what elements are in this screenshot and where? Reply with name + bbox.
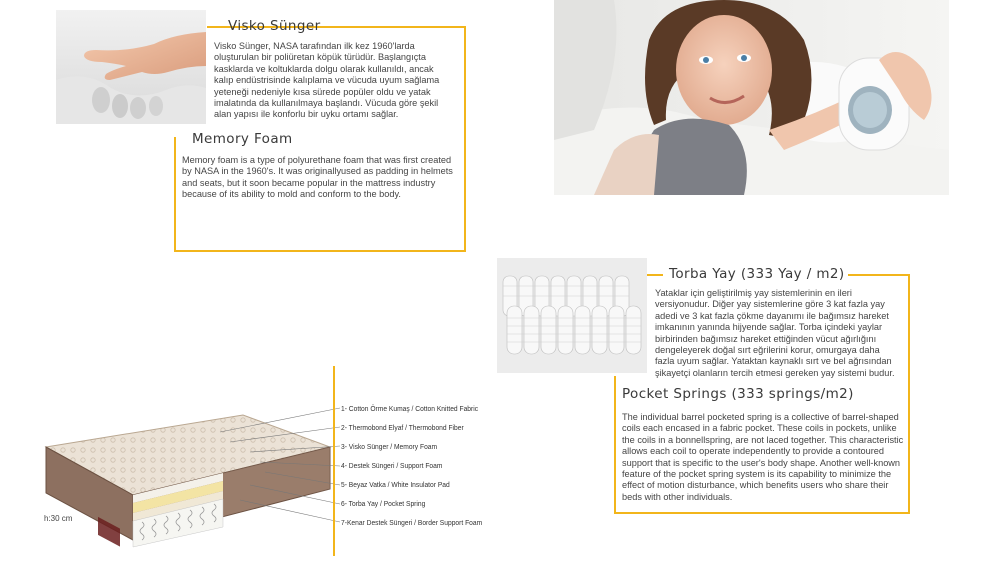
layer-2: 2- Thermobond Elyaf / Thermobond Fiber xyxy=(341,423,464,432)
layer-5: 5- Beyaz Vatka / White Insulator Pad xyxy=(341,480,450,489)
memory-title: Memory Foam xyxy=(192,131,293,147)
pocket-springs-image xyxy=(497,258,647,373)
layer-7: 7-Kenar Destek Süngeri / Border Support Foam xyxy=(341,518,483,527)
layer-3: 3- Visko Sünger / Memory Foam xyxy=(341,442,438,451)
layer-4: 4- Destek Süngeri / Support Foam xyxy=(341,461,443,470)
pocket-text: The individual barrel pocketed spring is a collective of barrel-shaped coils each encased in a fabric pocket. These coils in pockets, unlike the coils in a bonnellspring, are not laced together. This characteristic allows each coil to operate independently to provide a contoured support that is specific to the user's body shape. Another well-known feature of the pocket spring system is its capability to minimize the effect of motion disturbance, which benefits users who share their beds with other individuals. xyxy=(622,412,904,502)
memory-text: Memory foam is a type of polyurethane foam that was first created by NASA in the 1960's. It was originallyused as padding in helmets and seats, but it soon became popular in the mattress industry because of its ability to mold and conform to the body. xyxy=(182,155,453,200)
leader-lines xyxy=(190,400,340,530)
layer-1: 1- Cotton Örme Kumaş / Cotton Knitted Fabric xyxy=(341,404,479,413)
visko-text: Visko Sünger, NASA tarafından ilk kez 1960'larda oluşturulan bir poliüretan köpük türüdür. Başlangıçta kasklarda ve koltuklarda dolgu olarak kullanıldı, ancak kalıp endüstrisinde kalıplama ve vücuda uyum sağlama yeteneği nedeniyle kısa sürede popüler oldu ve yatak imalatında da kullanılmaya başlandı. Vücuda göre şekil alan yapısı ile konforlu bir uyku ortamı sağlar. xyxy=(214,41,440,120)
torba-text: Yataklar için geliştirilmiş yay sistemlerinin en ileri versiyonudur. Diğer yay sistemlerine göre 3 kat fazla yay adedi ve 3 kat fazla çökme dayanımı ile bağımsız hareket imkanının yanında hijyende sağlar. Torba içindeki yaylar birbirinden bağımsız hareket ettiğinden vücut ağırlığını dengeleyerek doğal sırt eğrilerini korur, omurgaya daha fazla uyum sağlar. Yataktan kaynaklı sırt ve bel ağrısından şikayetçi olanların tercih etmesi gereken yay sistemi budur. xyxy=(655,288,895,378)
pocket-title: Pocket Springs (333 springs/m2) xyxy=(622,386,854,402)
hand-on-foam-image xyxy=(56,10,206,124)
woman-alarm-clock-image xyxy=(554,0,949,195)
layer-6: 6- Torba Yay / Pocket Spring xyxy=(341,499,426,508)
height-label: h:30 cm xyxy=(44,514,73,523)
torba-title: Torba Yay (333 Yay / m2) xyxy=(669,266,845,282)
visko-title: Visko Sünger xyxy=(228,18,321,34)
